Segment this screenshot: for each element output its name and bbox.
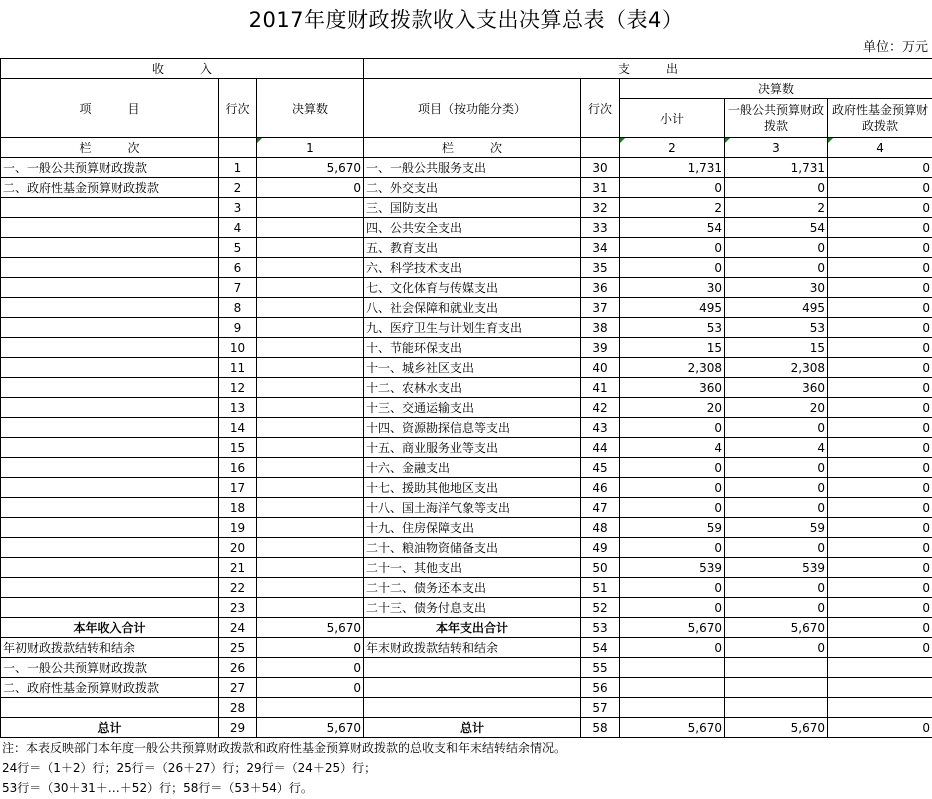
expense-general-budget: 20 (725, 398, 828, 418)
expense-general-budget: 0 (725, 238, 828, 258)
income-item (1, 278, 219, 298)
expense-line-no: 30 (581, 158, 620, 178)
income-item (1, 258, 219, 278)
income-line-no: 18 (219, 498, 257, 518)
income-amount (257, 698, 364, 718)
income-line-no: 16 (219, 458, 257, 478)
expense-item: 十二、农林水支出 (364, 378, 581, 398)
income-line-no: 24 (219, 618, 257, 638)
income-amount (257, 358, 364, 378)
expense-general-budget (725, 678, 828, 698)
income-column-label: 栏 次 (1, 138, 219, 158)
table-row (1, 158, 932, 178)
expense-general-budget: 15 (725, 338, 828, 358)
expense-item: 六、科学技术支出 (364, 258, 581, 278)
table-row (1, 258, 932, 278)
expense-general-budget: 0 (725, 258, 828, 278)
income-amount: 0 (257, 678, 364, 698)
table-row (1, 518, 932, 538)
income-item (1, 698, 219, 718)
table-row (1, 438, 932, 458)
expense-column-3: 3 (725, 138, 828, 158)
expense-general-budget: 5,670 (725, 618, 828, 638)
expense-item (364, 698, 581, 718)
income-amount (257, 558, 364, 578)
expense-fund-budget: 0 (828, 318, 932, 338)
expense-general-budget: 0 (725, 458, 828, 478)
expense-line-no: 32 (581, 198, 620, 218)
income-line-no: 4 (219, 218, 257, 238)
expense-line-no: 40 (581, 358, 620, 378)
expense-header: 支 出 (364, 59, 932, 79)
expense-subtotal: 0 (620, 458, 725, 478)
expense-fund-budget: 0 (828, 358, 932, 378)
income-amount: 0 (257, 638, 364, 658)
expense-line-no: 54 (581, 638, 620, 658)
expense-subtotal: 1,731 (620, 158, 725, 178)
expense-item: 二十、粮油物资储备支出 (364, 538, 581, 558)
table-row (1, 558, 932, 578)
expense-column-2: 2 (620, 138, 725, 158)
expense-fund-budget: 0 (828, 238, 932, 258)
expense-line-no: 51 (581, 578, 620, 598)
expense-subtotal: 0 (620, 578, 725, 598)
income-item: 二、政府性基金预算财政拨款 (1, 178, 219, 198)
expense-fund-budget: 0 (828, 538, 932, 558)
income-amount (257, 338, 364, 358)
expense-item: 一、一般公共服务支出 (364, 158, 581, 178)
table-row (1, 458, 932, 478)
expense-item: 十六、金融支出 (364, 458, 581, 478)
expense-line-no: 34 (581, 238, 620, 258)
income-amount: 0 (257, 658, 364, 678)
expense-general-budget: 0 (725, 538, 828, 558)
expense-item: 十九、住房保障支出 (364, 518, 581, 538)
income-line-no-header: 行次 (219, 79, 257, 138)
income-amount: 0 (257, 178, 364, 198)
expense-line-no-header: 行次 (581, 79, 620, 138)
expense-item: 三、国防支出 (364, 198, 581, 218)
income-line-no: 8 (219, 298, 257, 318)
expense-subtotal: 0 (620, 418, 725, 438)
expense-fund-budget: 0 (828, 718, 932, 738)
expense-subtotal: 539 (620, 558, 725, 578)
expense-general-budget: 360 (725, 378, 828, 398)
income-item (1, 358, 219, 378)
table-row (1, 218, 932, 238)
expense-subtotal: 30 (620, 278, 725, 298)
expense-subtotal: 5,670 (620, 718, 725, 738)
expense-fund-budget: 0 (828, 298, 932, 318)
income-line-no: 21 (219, 558, 257, 578)
table-row (1, 318, 932, 338)
expense-fund-budget: 0 (828, 438, 932, 458)
income-line-no: 23 (219, 598, 257, 618)
income-amount (257, 438, 364, 458)
expense-subtotal (620, 698, 725, 718)
income-line-no: 26 (219, 658, 257, 678)
expense-column-blank (581, 138, 620, 158)
expense-line-no: 56 (581, 678, 620, 698)
income-line-no: 14 (219, 418, 257, 438)
income-line-no: 2 (219, 178, 257, 198)
income-amount: 5,670 (257, 718, 364, 738)
expense-fund-budget: 0 (828, 178, 932, 198)
expense-general-budget: 0 (725, 498, 828, 518)
income-item (1, 338, 219, 358)
expense-fund-budget: 0 (828, 258, 932, 278)
expense-fund-budget: 0 (828, 198, 932, 218)
income-line-no: 7 (219, 278, 257, 298)
income-line-no: 11 (219, 358, 257, 378)
expense-item: 十一、城乡社区支出 (364, 358, 581, 378)
income-line-no: 10 (219, 338, 257, 358)
income-amount: 5,670 (257, 158, 364, 178)
income-item (1, 518, 219, 538)
expense-fund-budget: 0 (828, 478, 932, 498)
table-row (1, 478, 932, 498)
income-item (1, 558, 219, 578)
expense-line-no: 50 (581, 558, 620, 578)
expense-fund-budget: 0 (828, 498, 932, 518)
table-row (1, 178, 932, 198)
expense-item: 年末财政拨款结转和结余 (364, 638, 581, 658)
income-item: 总计 (1, 718, 219, 738)
expense-fund-budget: 0 (828, 158, 932, 178)
expense-item: 二、外交支出 (364, 178, 581, 198)
expense-column-label: 栏 次 (364, 138, 581, 158)
income-item (1, 238, 219, 258)
expense-column-4: 4 (828, 138, 932, 158)
expense-line-no: 36 (581, 278, 620, 298)
expense-item: 四、公共安全支出 (364, 218, 581, 238)
expense-general-budget: 539 (725, 558, 828, 578)
expense-fund-budget: 0 (828, 618, 932, 638)
expense-item: 本年支出合计 (364, 618, 581, 638)
income-item (1, 298, 219, 318)
table-row (1, 678, 932, 698)
income-item: 年初财政拨款结转和结余 (1, 638, 219, 658)
note-line: 24行＝（1＋2）行；25行＝（26＋27）行；29行＝（24＋25）行； (2, 761, 377, 775)
expense-fund-budget: 0 (828, 278, 932, 298)
table-row (1, 418, 932, 438)
expense-general-budget: 0 (725, 578, 828, 598)
general-budget-header: 一般公共预算财政拨款 (725, 99, 828, 138)
income-item: 本年收入合计 (1, 618, 219, 638)
table-row (1, 358, 932, 378)
income-item: 一、一般公共预算财政拨款 (1, 658, 219, 678)
expense-general-budget: 2,308 (725, 358, 828, 378)
income-line-no: 9 (219, 318, 257, 338)
income-amount (257, 458, 364, 478)
expense-general-budget: 0 (725, 478, 828, 498)
expense-general-budget: 53 (725, 318, 828, 338)
income-line-no: 15 (219, 438, 257, 458)
table-row (1, 378, 932, 398)
income-item (1, 418, 219, 438)
income-amount (257, 318, 364, 338)
expense-fund-budget (828, 698, 932, 718)
expense-subtotal: 0 (620, 598, 725, 618)
income-line-no: 1 (219, 158, 257, 178)
income-item (1, 198, 219, 218)
expense-general-budget: 1,731 (725, 158, 828, 178)
expense-fund-budget: 0 (828, 458, 932, 478)
expense-item (364, 658, 581, 678)
income-item (1, 398, 219, 418)
income-line-no: 5 (219, 238, 257, 258)
expense-subtotal: 0 (620, 638, 725, 658)
income-item-header: 项 目 (1, 79, 219, 138)
income-line-no: 25 (219, 638, 257, 658)
expense-fund-budget (828, 658, 932, 678)
income-amount (257, 538, 364, 558)
income-item (1, 218, 219, 238)
expense-item: 十八、国土海洋气象等支出 (364, 498, 581, 518)
income-amount (257, 298, 364, 318)
income-item (1, 498, 219, 518)
table-row (1, 298, 932, 318)
income-amount: 5,670 (257, 618, 364, 638)
income-column-blank (219, 138, 257, 158)
expense-subtotal: 15 (620, 338, 725, 358)
expense-line-no: 48 (581, 518, 620, 538)
income-line-no: 29 (219, 718, 257, 738)
income-amount (257, 598, 364, 618)
expense-item: 二十二、债务还本支出 (364, 578, 581, 598)
expense-line-no: 52 (581, 598, 620, 618)
expense-item (364, 678, 581, 698)
fund-budget-header: 政府性基金预算财政拨款 (828, 99, 932, 138)
expense-item: 八、社会保障和就业支出 (364, 298, 581, 318)
income-line-no: 17 (219, 478, 257, 498)
income-item (1, 458, 219, 478)
income-amount (257, 218, 364, 238)
expense-item: 五、教育支出 (364, 238, 581, 258)
budget-table (0, 58, 932, 738)
expense-general-budget: 0 (725, 638, 828, 658)
notes (0, 738, 932, 798)
expense-line-no: 37 (581, 298, 620, 318)
expense-line-no: 41 (581, 378, 620, 398)
expense-line-no: 43 (581, 418, 620, 438)
income-item (1, 378, 219, 398)
expense-general-budget: 59 (725, 518, 828, 538)
expense-line-no: 45 (581, 458, 620, 478)
income-line-no: 6 (219, 258, 257, 278)
income-amount-header: 决算数 (257, 79, 364, 138)
table-row (1, 658, 932, 678)
expense-general-budget: 0 (725, 418, 828, 438)
table-row (1, 598, 932, 618)
income-item (1, 438, 219, 458)
income-line-no: 12 (219, 378, 257, 398)
expense-line-no: 55 (581, 658, 620, 678)
expense-line-no: 39 (581, 338, 620, 358)
expense-subtotal: 54 (620, 218, 725, 238)
income-amount (257, 498, 364, 518)
table-row (1, 278, 932, 298)
expense-fund-budget: 0 (828, 598, 932, 618)
expense-general-budget: 0 (725, 178, 828, 198)
expense-fund-budget: 0 (828, 638, 932, 658)
expense-subtotal: 0 (620, 538, 725, 558)
income-item (1, 578, 219, 598)
expense-fund-budget: 0 (828, 558, 932, 578)
expense-item: 十五、商业服务业等支出 (364, 438, 581, 458)
expense-general-budget: 2 (725, 198, 828, 218)
expense-general-budget (725, 658, 828, 678)
expense-subtotal: 0 (620, 258, 725, 278)
expense-amount-header: 决算数 (620, 79, 932, 99)
expense-subtotal: 0 (620, 178, 725, 198)
expense-subtotal: 0 (620, 478, 725, 498)
table-row (1, 538, 932, 558)
expense-item: 十三、交通运输支出 (364, 398, 581, 418)
income-amount (257, 398, 364, 418)
table-row (1, 698, 932, 718)
expense-subtotal: 59 (620, 518, 725, 538)
income-item (1, 538, 219, 558)
expense-general-budget: 5,670 (725, 718, 828, 738)
expense-subtotal: 4 (620, 438, 725, 458)
income-line-no: 22 (219, 578, 257, 598)
expense-line-no: 46 (581, 478, 620, 498)
expense-line-no: 44 (581, 438, 620, 458)
income-line-no: 19 (219, 518, 257, 538)
income-amount (257, 518, 364, 538)
expense-line-no: 57 (581, 698, 620, 718)
subtotal-header: 小计 (620, 99, 725, 138)
income-amount (257, 418, 364, 438)
expense-general-budget (725, 698, 828, 718)
expense-fund-budget (828, 678, 932, 698)
income-item: 一、一般公共预算财政拨款 (1, 158, 219, 178)
expense-line-no: 49 (581, 538, 620, 558)
expense-item: 总计 (364, 718, 581, 738)
expense-line-no: 47 (581, 498, 620, 518)
income-item (1, 598, 219, 618)
expense-subtotal: 2 (620, 198, 725, 218)
income-amount (257, 258, 364, 278)
income-amount (257, 238, 364, 258)
expense-item-header: 项目（按功能分类） (364, 79, 581, 138)
table-row (1, 618, 932, 638)
income-item: 二、政府性基金预算财政拨款 (1, 678, 219, 698)
expense-line-no: 58 (581, 718, 620, 738)
expense-subtotal: 2,308 (620, 358, 725, 378)
expense-subtotal: 53 (620, 318, 725, 338)
expense-item: 七、文化体育与传媒支出 (364, 278, 581, 298)
expense-item: 二十一、其他支出 (364, 558, 581, 578)
income-item (1, 478, 219, 498)
income-line-no: 27 (219, 678, 257, 698)
expense-subtotal: 20 (620, 398, 725, 418)
income-amount (257, 478, 364, 498)
expense-general-budget: 54 (725, 218, 828, 238)
expense-fund-budget: 0 (828, 338, 932, 358)
table-row (1, 718, 932, 738)
table-row (1, 198, 932, 218)
income-line-no: 3 (219, 198, 257, 218)
expense-item: 九、医疗卫生与计划生育支出 (364, 318, 581, 338)
expense-item: 二十三、债务付息支出 (364, 598, 581, 618)
expense-fund-budget: 0 (828, 518, 932, 538)
expense-subtotal: 360 (620, 378, 725, 398)
expense-fund-budget: 0 (828, 418, 932, 438)
expense-item: 十、节能环保支出 (364, 338, 581, 358)
income-line-no: 13 (219, 398, 257, 418)
unit-label: 单位：万元 (862, 40, 928, 55)
expense-subtotal: 5,670 (620, 618, 725, 638)
expense-line-no: 53 (581, 618, 620, 638)
income-item (1, 318, 219, 338)
note-line: 注：本表反映部门本年度一般公共预算财政拨款和政府性基金预算财政拨款的总收支和年末结转结余情况。 (2, 741, 567, 755)
expense-line-no: 33 (581, 218, 620, 238)
expense-general-budget: 0 (725, 598, 828, 618)
expense-item: 十七、援助其他地区支出 (364, 478, 581, 498)
table-row (1, 578, 932, 598)
income-header: 收 入 (1, 59, 364, 79)
table-row (1, 498, 932, 518)
table-row (1, 398, 932, 418)
income-line-no: 20 (219, 538, 257, 558)
income-column-1: 1 (257, 138, 364, 158)
note-line: 53行＝（30＋31＋…＋52）行；58行＝（53＋54）行。 (2, 781, 313, 795)
expense-line-no: 42 (581, 398, 620, 418)
expense-line-no: 38 (581, 318, 620, 338)
expense-fund-budget: 0 (828, 578, 932, 598)
income-line-no: 28 (219, 698, 257, 718)
expense-fund-budget: 0 (828, 398, 932, 418)
expense-fund-budget: 0 (828, 378, 932, 398)
report-title: 2017年度财政拨款收入支出决算总表（表4） (248, 8, 684, 32)
income-amount (257, 378, 364, 398)
income-amount (257, 198, 364, 218)
expense-item: 十四、资源勘探信息等支出 (364, 418, 581, 438)
expense-subtotal: 495 (620, 298, 725, 318)
expense-general-budget: 495 (725, 298, 828, 318)
table-row (1, 238, 932, 258)
expense-fund-budget: 0 (828, 218, 932, 238)
expense-subtotal: 0 (620, 498, 725, 518)
income-amount (257, 278, 364, 298)
expense-subtotal (620, 678, 725, 698)
expense-line-no: 31 (581, 178, 620, 198)
table-row (1, 338, 932, 358)
table-row (1, 638, 932, 658)
expense-general-budget: 4 (725, 438, 828, 458)
income-amount (257, 578, 364, 598)
expense-subtotal: 0 (620, 238, 725, 258)
expense-subtotal (620, 658, 725, 678)
expense-general-budget: 30 (725, 278, 828, 298)
expense-line-no: 35 (581, 258, 620, 278)
